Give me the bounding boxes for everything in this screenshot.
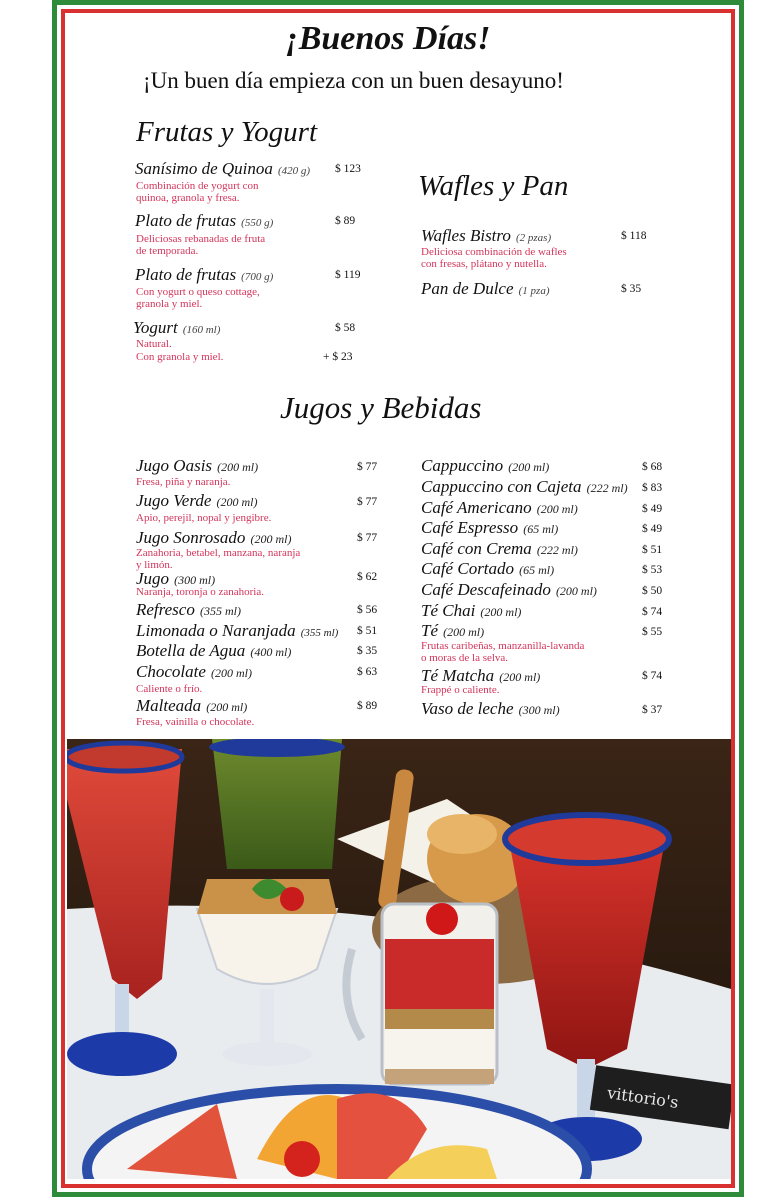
item-size: (200 ml) — [250, 532, 292, 546]
item-size: (65 ml) — [523, 522, 559, 536]
section-title-wafles: Wafles y Pan — [418, 170, 569, 202]
menu-item-cafe-crema — [421, 539, 578, 559]
item-price: $ 50 — [642, 585, 663, 597]
menu-item-cafe-descafeinado — [421, 580, 597, 600]
item-price: $ 119 — [335, 269, 361, 281]
breakfast-photo-illustration — [67, 739, 731, 1179]
item-desc: Deliciosa combinación de wafles con fresas, plátano y nutella. — [421, 246, 567, 270]
item-desc: Con yogurt o queso cottage, granola y miel. — [136, 286, 260, 310]
item-name: Jugo Oasis — [136, 456, 213, 475]
item-size: (65 ml) — [519, 563, 555, 577]
item-price: $ 77 — [357, 461, 378, 473]
item-name: Wafles Bistro — [421, 226, 511, 245]
item-size: (355 ml) — [199, 604, 241, 618]
item-desc: Natural. — [136, 338, 172, 350]
item-name: Refresco — [136, 600, 195, 619]
item-size: (420 g) — [277, 165, 311, 177]
menu-item-botella-agua — [136, 641, 291, 661]
item-name: Chocolate — [136, 662, 206, 681]
item-desc: Combinación de yogurt con quinoa, granola y fresa. — [136, 180, 259, 204]
item-price: $ 68 — [642, 461, 663, 473]
item-name: Cappuccino — [421, 456, 504, 475]
item-name: Malteada — [136, 696, 202, 715]
item-price: $ 58 — [335, 322, 356, 334]
item-size: (222 ml) — [586, 481, 628, 495]
item-name: Café Espresso — [421, 518, 519, 537]
section-title-bebidas: Jugos y Bebidas — [280, 390, 482, 425]
item-price: $ 77 — [357, 532, 378, 544]
menu-item-te — [421, 621, 484, 641]
item-price: $ 49 — [642, 503, 663, 515]
menu-item-cafe-americano — [421, 498, 578, 518]
item-price: $ 83 — [642, 482, 663, 494]
item-size: (200 ml) — [206, 700, 248, 714]
item-size: (2 pzas) — [515, 232, 552, 244]
item-name: Plato de frutas — [135, 265, 237, 284]
item-name: Jugo Verde — [136, 491, 212, 510]
menu-item-pan-dulce — [421, 279, 549, 299]
item-name: Jugo Sonrosado — [136, 528, 246, 547]
item-size: (700 g) — [241, 271, 274, 283]
item-price: $ 55 — [642, 626, 663, 638]
item-price: $ 89 — [357, 700, 378, 712]
item-size: (200 ml) — [443, 625, 485, 639]
item-name: Vaso de leche — [421, 699, 514, 718]
item-price: $ 53 — [642, 564, 663, 576]
item-price: $ 63 — [357, 666, 378, 678]
item-name: Café Descafeinado — [421, 580, 551, 599]
menu-item-cafe-cortado — [421, 559, 554, 579]
item-price: $ 74 — [642, 670, 663, 682]
item-price: $ 62 — [357, 571, 378, 583]
menu-item-cafe-espresso — [421, 518, 558, 538]
page-title: ¡Buenos Días! — [285, 20, 491, 57]
item-name: Café con Crema — [421, 539, 532, 558]
menu-item-yogurt — [133, 318, 220, 338]
item-desc: Deliciosas rebanadas de fruta de temporada. — [136, 233, 266, 257]
item-desc: Fresa, vainilla o chocolate. — [136, 716, 255, 728]
item-size: (300 ml) — [174, 573, 216, 587]
section-title-frutas: Frutas y Yogurt — [136, 116, 318, 148]
item-name: Té Matcha — [421, 666, 495, 685]
menu-item-malteada — [136, 696, 247, 716]
page-subtitle: ¡Un buen día empieza con un buen desayuno! — [143, 68, 564, 93]
item-size: (200 ml) — [216, 495, 258, 509]
item-size: (222 ml) — [536, 543, 578, 557]
item-name: Té Chai — [421, 601, 476, 620]
menu-item-jugo-sonrosado — [136, 528, 292, 548]
item-price: $ 77 — [357, 496, 378, 508]
menu-item-te-chai — [421, 601, 521, 621]
item-price: $ 35 — [357, 645, 378, 657]
item-name: Yogurt — [133, 318, 178, 337]
item-extra-desc: Con granola y miel. — [136, 351, 224, 363]
item-name: Limonada o Naranjada — [136, 621, 296, 640]
item-size: (1 pza) — [518, 285, 550, 297]
item-price: $ 118 — [621, 230, 647, 242]
item-name: Plato de frutas — [135, 211, 237, 230]
item-name: Jugo — [136, 569, 170, 588]
menu-item-vaso-leche — [421, 699, 560, 719]
item-price: $ 89 — [335, 215, 356, 227]
item-size: (400 ml) — [250, 645, 292, 659]
item-size: (160 ml) — [182, 324, 221, 336]
item-desc: Caliente o frío. — [136, 683, 203, 695]
item-size: (300 ml) — [518, 703, 560, 717]
menu-item-limonada — [136, 621, 338, 641]
menu-item-chocolate — [136, 662, 252, 682]
item-price: $ 51 — [642, 544, 663, 556]
menu-item-jugo-oasis — [136, 456, 258, 476]
menu-item-wafles-bistro — [421, 226, 551, 246]
item-desc: Zanahoria, betabel, manzana, naranja y limón. — [136, 547, 301, 571]
menu-item-refresco — [136, 600, 241, 620]
item-price: $ 37 — [642, 704, 663, 716]
item-extra-price: + $ 23 — [323, 351, 353, 363]
item-price: $ 35 — [621, 283, 642, 295]
item-size: (200 ml) — [217, 460, 259, 474]
item-name: Café Americano — [421, 498, 532, 517]
item-size: (200 ml) — [480, 605, 522, 619]
item-name: Pan de Dulce — [421, 279, 514, 298]
item-name: Cappuccino con Cajeta — [421, 477, 582, 496]
menu-item-plato-frutas-550 — [135, 211, 273, 231]
item-size: (200 ml) — [210, 666, 252, 680]
breakfast-photo — [67, 739, 731, 1179]
item-name: Botella de Agua — [136, 641, 246, 660]
menu-item-te-matcha — [421, 666, 540, 686]
item-desc: Frappé o caliente. — [421, 684, 500, 696]
item-desc: Fresa, piña y naranja. — [136, 476, 231, 488]
item-name: Té — [421, 621, 438, 640]
item-name: Sanísimo de Quinoa — [135, 159, 273, 178]
item-desc: Frutas caribeñas, manzanilla-lavanda o moras de la selva. — [421, 640, 585, 664]
item-size: (200 ml) — [555, 584, 597, 598]
menu-item-jugo-verde — [136, 491, 257, 511]
item-size: (355 ml) — [300, 627, 339, 639]
menu-item-plato-frutas-700 — [135, 265, 273, 285]
item-name: Café Cortado — [421, 559, 515, 578]
item-price: $ 56 — [357, 604, 378, 616]
item-price: $ 74 — [642, 606, 663, 618]
item-desc: Apio, perejil, nopal y jengibre. — [136, 512, 272, 524]
item-desc: Naranja, toronja o zanahoria. — [136, 586, 264, 598]
item-size: (200 ml) — [508, 460, 550, 474]
menu-item-quinoa — [135, 159, 310, 179]
item-size: (550 g) — [241, 217, 274, 229]
menu-item-cappuccino-cajeta — [421, 477, 628, 497]
restaurant-sign-text: vittorio's — [606, 1083, 680, 1112]
item-price: $ 51 — [357, 625, 378, 637]
item-size: (200 ml) — [536, 502, 578, 516]
item-price: $ 123 — [335, 163, 361, 175]
menu-item-cappuccino — [421, 456, 549, 476]
item-size: (200 ml) — [499, 670, 541, 684]
item-price: $ 49 — [642, 523, 663, 535]
